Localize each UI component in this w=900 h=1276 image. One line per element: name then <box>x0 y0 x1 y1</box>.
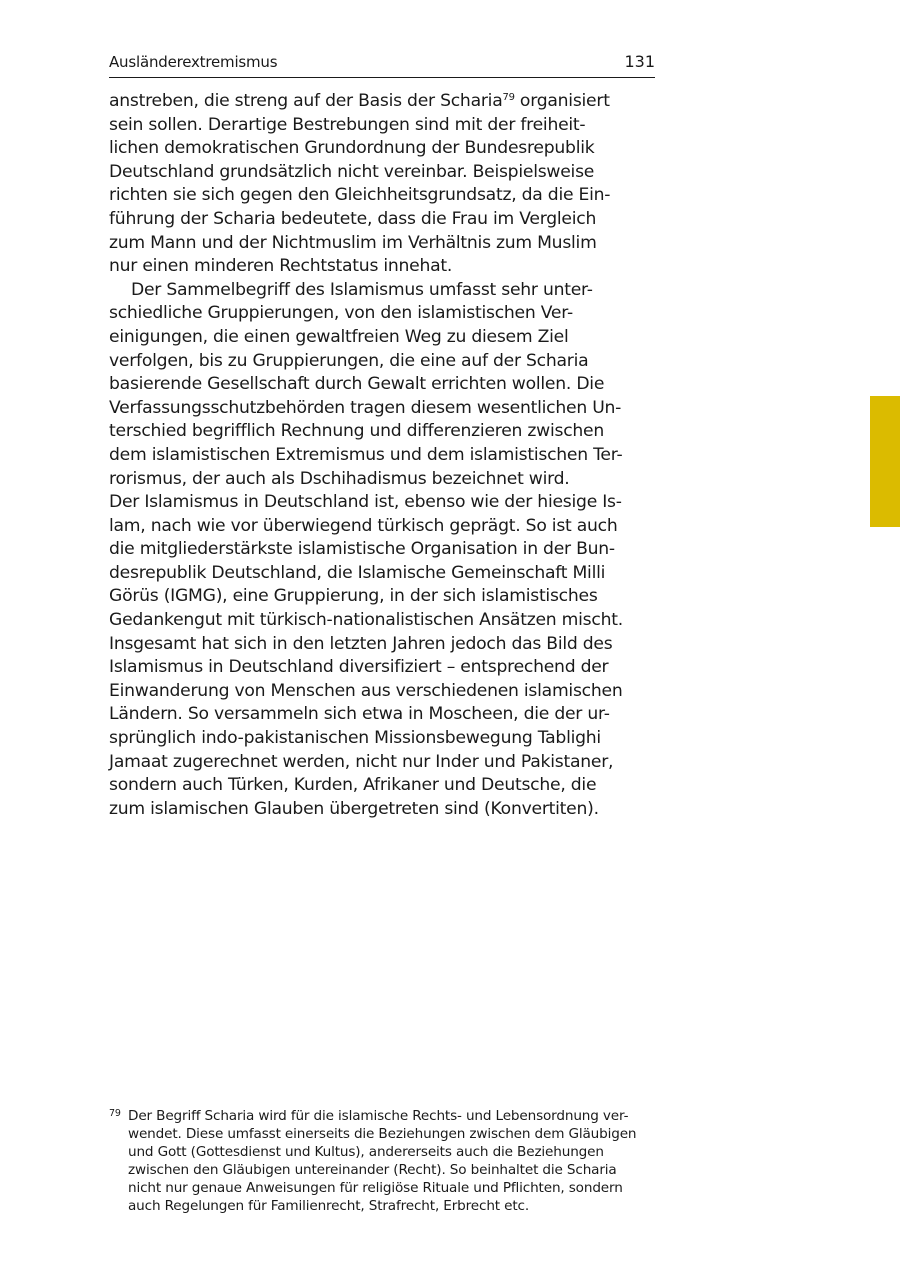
text-line: führung der Scharia bedeutete, dass die Frau im Vergleich <box>109 208 597 229</box>
footnote-line: auch Regelungen für Familienrecht, Strafrecht, Erbrecht etc. <box>128 1198 530 1215</box>
text-line: terschied begrifflich Rechnung und differenzieren zwischen <box>109 421 605 442</box>
text-line: sein sollen. Derartige Bestrebungen sind mit der freiheit- <box>109 114 586 135</box>
text-line: Insgesamt hat sich in den letzten Jahren jedoch das Bild des <box>109 633 613 654</box>
paragraph-3 <box>109 491 655 821</box>
text-line: zum islamischen Glauben übergetreten sind (Konvertiten). <box>109 798 599 819</box>
footnote-line: zwischen den Gläubigen untereinander (Recht). So beinhaltet die Scharia <box>128 1162 617 1179</box>
text-line: anstreben, die streng auf der Basis der Scharia$^{79}$ organisiert <box>109 91 610 111</box>
text-line: desrepublik Deutschland, die Islamische Gemeinschaft Milli <box>109 562 606 583</box>
text-line: sondern auch Türken, Kurden, Afrikaner und Deutsche, die <box>109 775 597 796</box>
footnote-line: nicht nur genaue Anweisungen für religiöse Rituale und Pflichten, sondern <box>128 1180 623 1197</box>
paragraph-2 <box>109 279 655 491</box>
body-text <box>109 90 655 821</box>
footnote-body <box>128 1107 673 1216</box>
text-line: richten sie sich gegen den Gleichheitsgrundsatz, da die Ein- <box>109 185 611 206</box>
text-line: Gedankengut mit türkisch-nationalistischen Ansätzen mischt. <box>109 610 623 631</box>
footnote-line: und Gott (Gottesdienst und Kultus), andererseits auch die Beziehungen <box>128 1144 604 1161</box>
text-line: Ländern. So versammeln sich etwa in Moscheen, die der ur- <box>109 704 610 725</box>
text-line: lam, nach wie vor überwiegend türkisch geprägt. So ist auch <box>109 515 618 536</box>
text-line: Jamaat zugerechnet werden, nicht nur Inder und Pakistaner, <box>109 751 614 772</box>
text-line: Islamismus in Deutschland diversifiziert – entsprechend der <box>109 657 609 678</box>
footnote-marker: 79 <box>109 1108 121 1119</box>
page-number: 131 <box>624 52 655 71</box>
text-line: Der Islamismus in Deutschland ist, ebenso wie der hiesige Is- <box>109 492 622 513</box>
text-line: lichen demokratischen Grundordnung der Bundesrepublik <box>109 138 595 159</box>
section-title: Ausländerextremismus <box>109 53 278 71</box>
text-line: Verfassungsschutzbehörden tragen diesem wesentlichen Un- <box>109 397 622 418</box>
text-line: schiedliche Gruppierungen, von den islamistischen Ver- <box>109 303 573 324</box>
text-line: Görüs (IGMG), eine Gruppierung, in der sich islamistisches <box>109 586 598 607</box>
text-line: rorismus, der auch als Dschihadismus bezeichnet wird. <box>109 468 570 489</box>
text-line: nur einen minderen Rechtstatus innehat. <box>109 256 453 277</box>
chapter-thumb-tab <box>870 396 900 527</box>
text-line: einigungen, die einen gewaltfreien Weg zu diesem Ziel <box>109 326 569 347</box>
footnote-reference[interactable]: 79 <box>502 92 515 103</box>
text-line: die mitgliederstärkste islamistische Organisation in der Bun- <box>109 539 615 560</box>
text-line: verfolgen, bis zu Gruppierungen, die eine auf der Scharia <box>109 350 589 371</box>
text-line: Deutschland grundsätzlich nicht vereinbar. Beispielsweise <box>109 161 595 182</box>
text-line: sprünglich indo-pakistanischen Missionsbewegung Tablighi <box>109 728 601 749</box>
running-header <box>109 53 655 78</box>
text-line: Der Sammelbegriff des Islamismus umfasst sehr unter- <box>131 279 593 300</box>
text-line: zum Mann und der Nichtmuslim im Verhältnis zum Muslim <box>109 232 597 253</box>
paragraph-1 <box>109 90 655 279</box>
text-line: dem islamistischen Extremismus und dem islamistischen Ter- <box>109 444 623 465</box>
text-line: basierende Gesellschaft durch Gewalt errichten wollen. Die <box>109 374 605 395</box>
footnote-line: Der Begriff Scharia wird für die islamische Rechts- und Lebensordnung ver- <box>128 1108 629 1124</box>
footnote-line: wendet. Diese umfasst einerseits die Beziehungen zwischen dem Gläubigen <box>128 1126 637 1143</box>
text-line: Einwanderung von Menschen aus verschiedenen islamischen <box>109 680 623 701</box>
